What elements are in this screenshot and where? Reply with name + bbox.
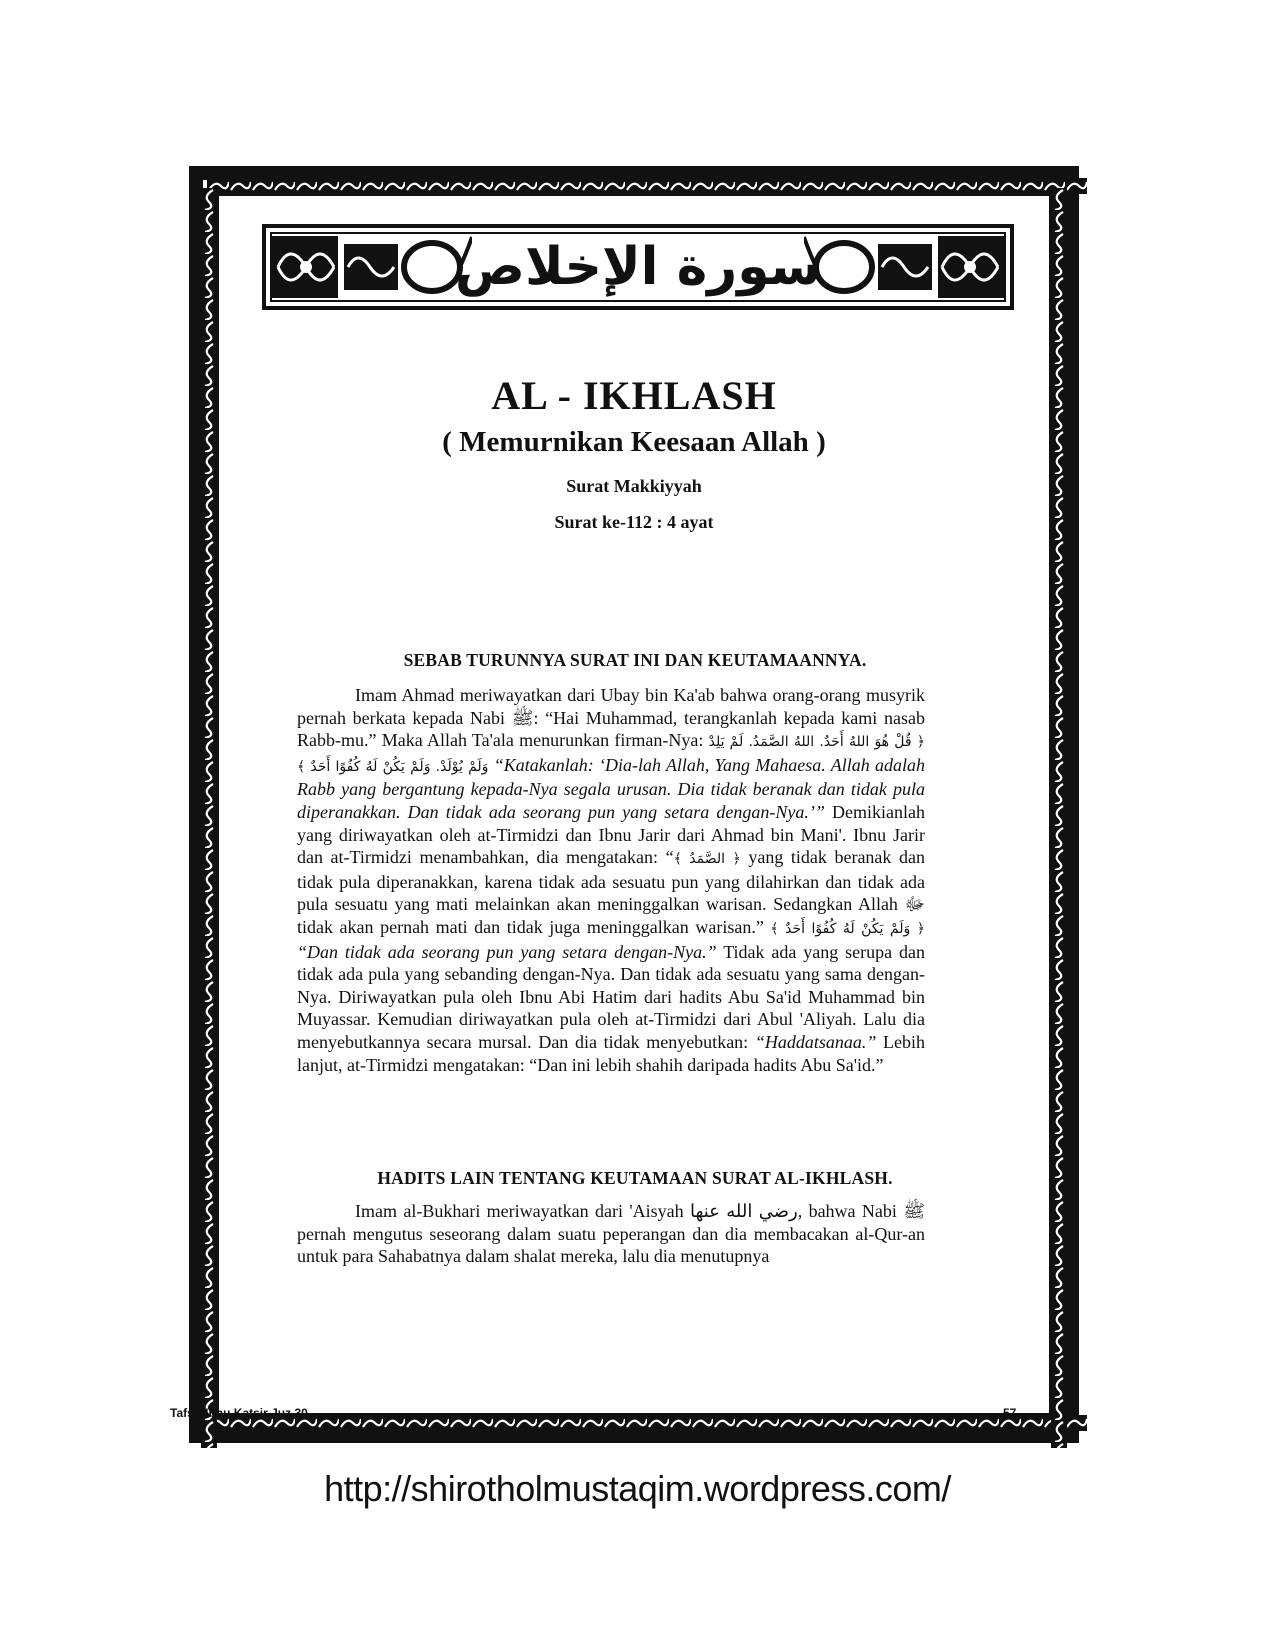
arabic-verse: ﴿ وَلَمْ يَكُنْ لَهُ كُفُوًا أَحَدٌ ﴾ xyxy=(770,920,925,937)
text-run: Tidak ada yang serupa dan tidak ada pula yang sebanding dengan-Nya. Dan tidak ada sesuatu yang sama dengan-Nya. Diriwayatkan pula oleh Ibnu Abi Hatim dari hadits Abu Sa'id Muhammad bin Muyassar. Kemudian diriwayatkan pula oleh at-Tirmidzi dari Abul 'Aliyah. Lalu dia menyebutkannya secara mursal. Dan dia tidak menyebutkan: xyxy=(297,941,925,1052)
page-title: AL - IKHLASH xyxy=(491,373,777,418)
watermark-url: http://shirotholmustaqim.wordpress.com/ xyxy=(324,1468,951,1509)
rope-border-top xyxy=(207,178,1087,194)
footer-book-title: Tafsir Ibnu Katsir Juz 30 xyxy=(170,1406,308,1420)
text-run: Demikianlah yang diriwayatkan oleh at-Tirmidzi dan Ibnu Jarir dari Ahmad bin Mani'. Ibnu Jarir dan at-Tirmidzi menambahkan, dia mengatakan: “ xyxy=(297,801,925,868)
section-body-hadits xyxy=(297,1200,925,1268)
surah-banner xyxy=(262,224,1014,310)
arabic-surah-title: سورة الإخلاص xyxy=(455,237,821,297)
footer-page-number: 57 xyxy=(1003,1406,1017,1420)
page-subtitle: ( Memurnikan Keesaan Allah ) xyxy=(442,426,826,458)
text-run: Imam Ahmad meriwayatkan dari Ubay bin Ka'ab bahwa orang-orang musyrik pernah berkata kepada Nabi ﷺ: “Hai Muhammad, terangkanlah kepada kami nasab Rabb-mu.” Maka Allah Ta'ala menurunkan firman-Nya: xyxy=(297,685,925,751)
text-run: yang tidak beranak dan tidak pula diperanakkan, karena tidak ada sesuatu pun yang dilahirkan dan tidak ada pula sesuatu yang mati melainkan akan meninggalkan warisan. Sedangkan Allah ﷻ tidak akan pernah mati dan tidak juga meninggalkan warisan.” xyxy=(297,847,925,937)
text-run: Lebih lanjut, at-Tirmidzi mengatakan: “Dan ini lebih shahih daripada hadits Abu Sa'id.” xyxy=(297,1031,925,1075)
italic-translation: “Katakanlah: ‘Dia-lah Allah, Yang Mahaesa. Allah adalah Rabb yang bergantung kepada-Nya segala urusan. Dia tidak beranak dan tidak pula diperanakkan. Dan tidak ada seorang pun yang setara dengan-Nya.’” xyxy=(297,754,925,822)
section-body-sebab xyxy=(297,684,925,1076)
arabic-verse: ﴿ قُلْ هُوَ اللهُ أَحَدٌ. اللهُ الصَّمَدُ. لَمْ يَلِدْ وَلَمْ يُوْلَدْ. وَلَمْ يَكُنْ لَهُ كُفُوًا أَحَدٌ ﴾ xyxy=(297,734,925,775)
italic-term: “Haddatsanaa.” xyxy=(754,1031,877,1052)
paragraph: Imam al-Bukhari meriwayatkan dari 'Aisyah رضي الله عنها, bahwa Nabi ﷺ pernah mengutus seseorang dalam suatu peperangan dan dia membacakan al-Qur-an untuk para Sahabatnya dalam shalat mereka, lalu dia menutupnya xyxy=(297,1201,926,1267)
section-heading-hadits: HADITS LAIN TENTANG KEUTAMAAN SURAT AL-IKHLASH. xyxy=(377,1168,893,1188)
arabic-verse: ﴿ الصَّمَدُ ﴾ xyxy=(673,851,741,868)
surah-type: Surat Makkiyyah xyxy=(566,476,702,496)
rope-border-bottom xyxy=(207,1415,1087,1431)
italic-translation: “Dan tidak ada seorang pun yang setara dengan-Nya.” xyxy=(297,941,717,962)
section-heading-sebab: SEBAB TURUNNYA SURAT INI DAN KEUTAMAANNYA. xyxy=(403,650,867,670)
surah-count: Surat ke-112 : 4 ayat xyxy=(554,512,714,532)
paragraph xyxy=(297,684,925,1076)
